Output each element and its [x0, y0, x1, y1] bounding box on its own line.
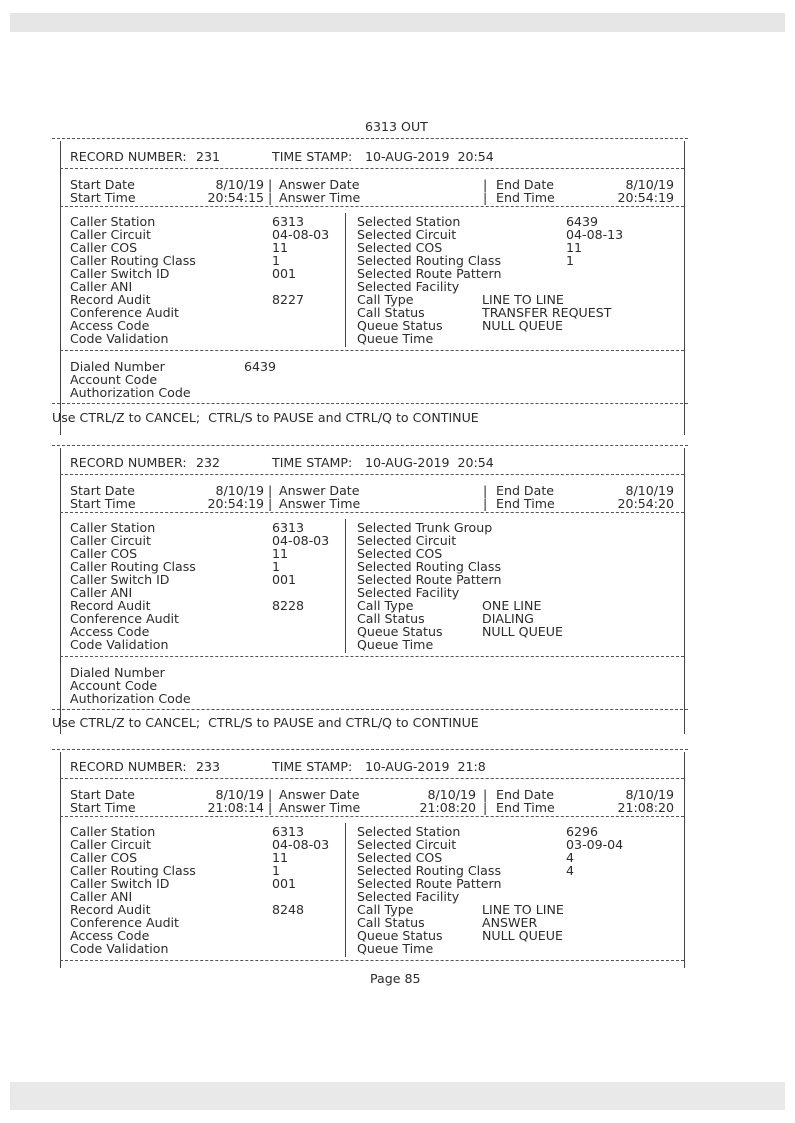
selected-circuit: 03-09-04 [566, 837, 624, 852]
selected-route-pattern-label: Selected Route Pattern [357, 876, 502, 891]
selected-routing-class-label: Selected Routing Class [357, 559, 502, 574]
record-audit: 8228 [272, 598, 305, 613]
selected-facility-label: Selected Facility [357, 279, 460, 294]
call-status-label: Call Status [357, 305, 425, 320]
time-stamp-label: TIME STAMP: [272, 149, 353, 164]
queue-status-label: Queue Status [357, 318, 443, 333]
call-status-label: Call Status [357, 611, 425, 626]
selected-routing-class-label: Selected Routing Class [357, 863, 502, 878]
call-type: LINE TO LINE [482, 902, 564, 917]
call-type-label: Call Type [357, 598, 414, 613]
page-footer: Page 85 [370, 971, 421, 986]
time-stamp-label: TIME STAMP: [272, 455, 353, 470]
authorization-code-label: Authorization Code [70, 691, 191, 706]
selected-routing-class: 4 [566, 863, 575, 878]
account-code-label: Account Code [70, 678, 158, 693]
caller-switch-id: 001 [272, 572, 297, 587]
record-audit-label: Record Audit [70, 598, 151, 613]
caller-station-label: Caller Station [70, 824, 156, 839]
caller-circuit: 04-08-03 [272, 227, 330, 242]
call-type-label: Call Type [357, 292, 414, 307]
queue-status-label: Queue Status [357, 928, 443, 943]
code-validation-label: Code Validation [70, 331, 169, 346]
caller-station: 6313 [272, 214, 305, 229]
account-code-label: Account Code [70, 372, 158, 387]
end-time: 20:54:20 [617, 496, 674, 511]
answer-time: 21:08:20 [419, 800, 476, 815]
caller-ani-label: Caller ANI [70, 889, 133, 904]
caller-switch-id-label: Caller Switch ID [70, 876, 170, 891]
caller-cos-label: Caller COS [70, 240, 138, 255]
caller-station-label: Caller Station [70, 520, 156, 535]
authorization-code-label: Authorization Code [70, 385, 191, 400]
selected-first-label: Selected Trunk Group [357, 520, 493, 535]
code-validation-label: Code Validation [70, 941, 169, 956]
caller-cos: 11 [272, 850, 289, 865]
caller-routing-class: 1 [272, 253, 281, 268]
selected-circuit: 04-08-13 [566, 227, 624, 242]
caller-ani-label: Caller ANI [70, 279, 133, 294]
code-validation-label: Code Validation [70, 637, 169, 652]
caller-station-label: Caller Station [70, 214, 156, 229]
caller-station: 6313 [272, 520, 305, 535]
selected-first-label: Selected Station [357, 214, 461, 229]
selected-first-label: Selected Station [357, 824, 461, 839]
conference-audit-label: Conference Audit [70, 305, 179, 320]
start-time: 20:54:15 [207, 190, 264, 205]
end-date-label: End Date [496, 787, 555, 802]
caller-circuit: 04-08-03 [272, 533, 330, 548]
queue-status: NULL QUEUE [482, 928, 563, 943]
continue-prompt: Use CTRL/Z to CANCEL; CTRL/S to PAUSE and CTRL/Q to CONTINUE [52, 715, 479, 730]
scan-edge-top [10, 13, 785, 32]
caller-switch-id-label: Caller Switch ID [70, 266, 170, 281]
selected-route-pattern-label: Selected Route Pattern [357, 572, 502, 587]
answer-date: 8/10/19 [427, 787, 476, 802]
selected-cos: 11 [566, 240, 583, 255]
scan-edge-bottom [10, 1082, 785, 1110]
record-audit-label: Record Audit [70, 902, 151, 917]
start-time: 21:08:14 [207, 800, 264, 815]
end-date-label: End Date [496, 483, 555, 498]
dialed-number: 6439 [244, 359, 277, 374]
access-code-label: Access Code [70, 928, 150, 943]
record-number-label: RECORD NUMBER: [70, 759, 187, 774]
end-time-label: End Time [496, 190, 555, 205]
end-time-label: End Time [496, 800, 555, 815]
start-date: 8/10/19 [215, 483, 264, 498]
selected-circuit-label: Selected Circuit [357, 227, 457, 242]
queue-time-label: Queue Time [357, 331, 434, 346]
start-time-label: Start Time [70, 496, 136, 511]
queue-status: NULL QUEUE [482, 318, 563, 333]
queue-time-label: Queue Time [357, 637, 434, 652]
queue-status-label: Queue Status [357, 624, 443, 639]
caller-routing-class-label: Caller Routing Class [70, 559, 196, 574]
start-time: 20:54:19 [207, 496, 264, 511]
answer-date-label: Answer Date [279, 483, 360, 498]
caller-switch-id: 001 [272, 876, 297, 891]
caller-cos: 11 [272, 546, 289, 561]
continue-prompt: Use CTRL/Z to CANCEL; CTRL/S to PAUSE and CTRL/Q to CONTINUE [52, 410, 479, 425]
time-stamp: 10-AUG-2019 20:54 [365, 149, 494, 164]
caller-switch-id-label: Caller Switch ID [70, 572, 170, 587]
dialed-number-label: Dialed Number [70, 665, 165, 680]
caller-circuit-label: Caller Circuit [70, 533, 151, 548]
answer-date-label: Answer Date [279, 787, 360, 802]
record-number: 232 [196, 455, 221, 470]
dialed-number-label: Dialed Number [70, 359, 165, 374]
caller-cos-label: Caller COS [70, 850, 138, 865]
call-status: TRANSFER REQUEST [482, 305, 612, 320]
record-number: 231 [196, 149, 221, 164]
end-time: 21:08:20 [617, 800, 674, 815]
answer-time-label: Answer Time [279, 496, 361, 511]
access-code-label: Access Code [70, 318, 150, 333]
time-stamp: 10-AUG-2019 21:8 [365, 759, 486, 774]
selected-cos-label: Selected COS [357, 240, 443, 255]
call-status: ANSWER [482, 915, 538, 930]
time-stamp: 10-AUG-2019 20:54 [365, 455, 494, 470]
caller-cos: 11 [272, 240, 289, 255]
call-status-label: Call Status [357, 915, 425, 930]
selected-circuit-label: Selected Circuit [357, 837, 457, 852]
start-date-label: Start Date [70, 177, 135, 192]
start-date-label: Start Date [70, 483, 135, 498]
caller-routing-class-label: Caller Routing Class [70, 863, 196, 878]
caller-ani-label: Caller ANI [70, 585, 133, 600]
selected-first-value: 6439 [566, 214, 599, 229]
conference-audit-label: Conference Audit [70, 611, 179, 626]
caller-switch-id: 001 [272, 266, 297, 281]
record-number-label: RECORD NUMBER: [70, 455, 187, 470]
answer-date-label: Answer Date [279, 177, 360, 192]
record-audit: 8248 [272, 902, 305, 917]
selected-routing-class-label: Selected Routing Class [357, 253, 502, 268]
end-time: 20:54:19 [617, 190, 674, 205]
selected-cos-label: Selected COS [357, 546, 443, 561]
end-time-label: End Time [496, 496, 555, 511]
caller-routing-class: 1 [272, 863, 281, 878]
call-type-label: Call Type [357, 902, 414, 917]
call-type: LINE TO LINE [482, 292, 564, 307]
end-date-label: End Date [496, 177, 555, 192]
caller-routing-class: 1 [272, 559, 281, 574]
caller-station: 6313 [272, 824, 305, 839]
selected-route-pattern-label: Selected Route Pattern [357, 266, 502, 281]
answer-time-label: Answer Time [279, 190, 361, 205]
answer-time-label: Answer Time [279, 800, 361, 815]
selected-routing-class: 1 [566, 253, 575, 268]
record-number: 233 [196, 759, 221, 774]
selected-facility-label: Selected Facility [357, 889, 460, 904]
access-code-label: Access Code [70, 624, 150, 639]
end-date: 8/10/19 [625, 787, 674, 802]
queue-status: NULL QUEUE [482, 624, 563, 639]
end-date: 8/10/19 [625, 177, 674, 192]
record-number-label: RECORD NUMBER: [70, 149, 187, 164]
queue-time-label: Queue Time [357, 941, 434, 956]
page-header: 6313 OUT [365, 119, 428, 134]
start-date: 8/10/19 [215, 787, 264, 802]
start-time-label: Start Time [70, 190, 136, 205]
caller-routing-class-label: Caller Routing Class [70, 253, 196, 268]
selected-circuit-label: Selected Circuit [357, 533, 457, 548]
caller-circuit-label: Caller Circuit [70, 227, 151, 242]
selected-first-value: 6296 [566, 824, 599, 839]
caller-circuit-label: Caller Circuit [70, 837, 151, 852]
start-date-label: Start Date [70, 787, 135, 802]
time-stamp-label: TIME STAMP: [272, 759, 353, 774]
call-status: DIALING [482, 611, 534, 626]
start-time-label: Start Time [70, 800, 136, 815]
call-type: ONE LINE [482, 598, 542, 613]
record-audit: 8227 [272, 292, 305, 307]
caller-cos-label: Caller COS [70, 546, 138, 561]
end-date: 8/10/19 [625, 483, 674, 498]
selected-facility-label: Selected Facility [357, 585, 460, 600]
selected-cos-label: Selected COS [357, 850, 443, 865]
selected-cos: 4 [566, 850, 575, 865]
conference-audit-label: Conference Audit [70, 915, 179, 930]
caller-circuit: 04-08-03 [272, 837, 330, 852]
start-date: 8/10/19 [215, 177, 264, 192]
record-audit-label: Record Audit [70, 292, 151, 307]
